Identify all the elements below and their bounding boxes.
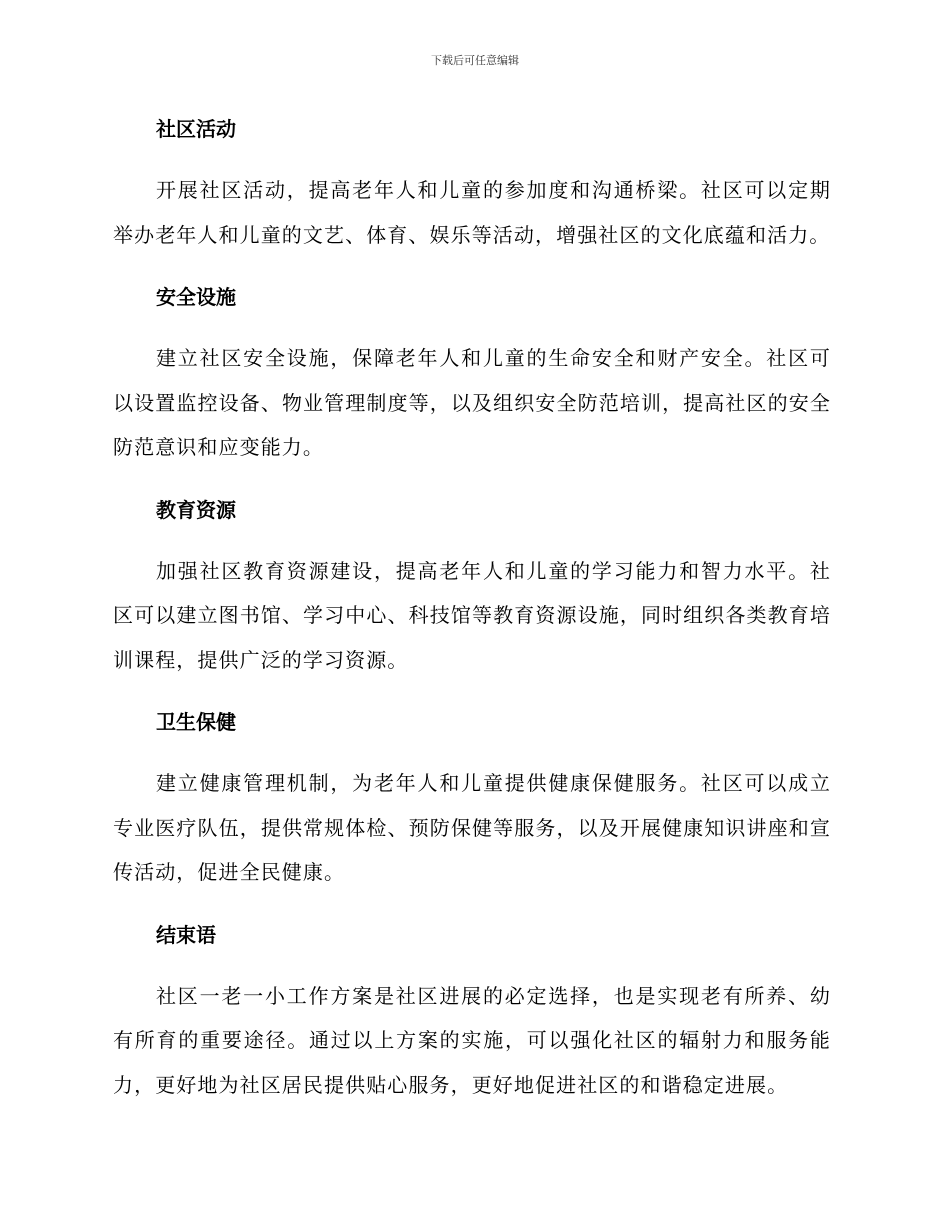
section-conclusion (113, 917, 831, 1108)
section-heading: 社区活动 (156, 117, 236, 141)
section-heading: 结束语 (156, 922, 216, 947)
section-heading: 卫生保健 (156, 710, 236, 734)
section-paragraph: 建立社区安全设施，保障老年人和儿童的生命安全和财产安全。社区可以设置监控设备、物业管理制度等，以及组织安全防范培训，提高社区的安全防范意识和应变能力。 (113, 346, 831, 459)
section-heading: 教育资源 (156, 497, 236, 522)
section-paragraph: 加强社区教育资源建设，提高老年人和儿童的学习能力和智力水平。社区可以建立图书馆、学习中心、科技馆等教育资源设施，同时组织各类教育培训课程，提供广泛的学习资源。 (113, 558, 831, 672)
document-content (113, 111, 831, 1129)
section-safety-facilities (113, 279, 831, 470)
section-paragraph: 社区一老一小工作方案是社区进展的必定选择，也是实现老有所养、幼有所育的重要途径。通过以上方案的实施，可以强化社区的辐射力和服务能力，更好地为社区居民提供贴心服务，更好地促进社区的和谐稳定进展。 (113, 983, 831, 1097)
section-education-resources (113, 492, 831, 683)
page-header-note: 下载后可任意编辑 (431, 54, 519, 67)
section-community-activities (113, 111, 831, 257)
section-paragraph: 开展社区活动，提高老年人和儿童的参加度和沟通桥梁。社区可以定期举办老年人和儿童的文艺、体育、娱乐等活动，增强社区的文化底蕴和活力。 (113, 178, 831, 247)
section-health-care (113, 704, 831, 895)
section-paragraph: 建立健康管理机制，为老年人和儿童提供健康保健服务。社区可以成立专业医疗队伍，提供常规体检、预防保健等服务，以及开展健康知识讲座和宣传活动，促进全民健康。 (113, 771, 831, 884)
section-heading: 安全设施 (156, 285, 236, 309)
